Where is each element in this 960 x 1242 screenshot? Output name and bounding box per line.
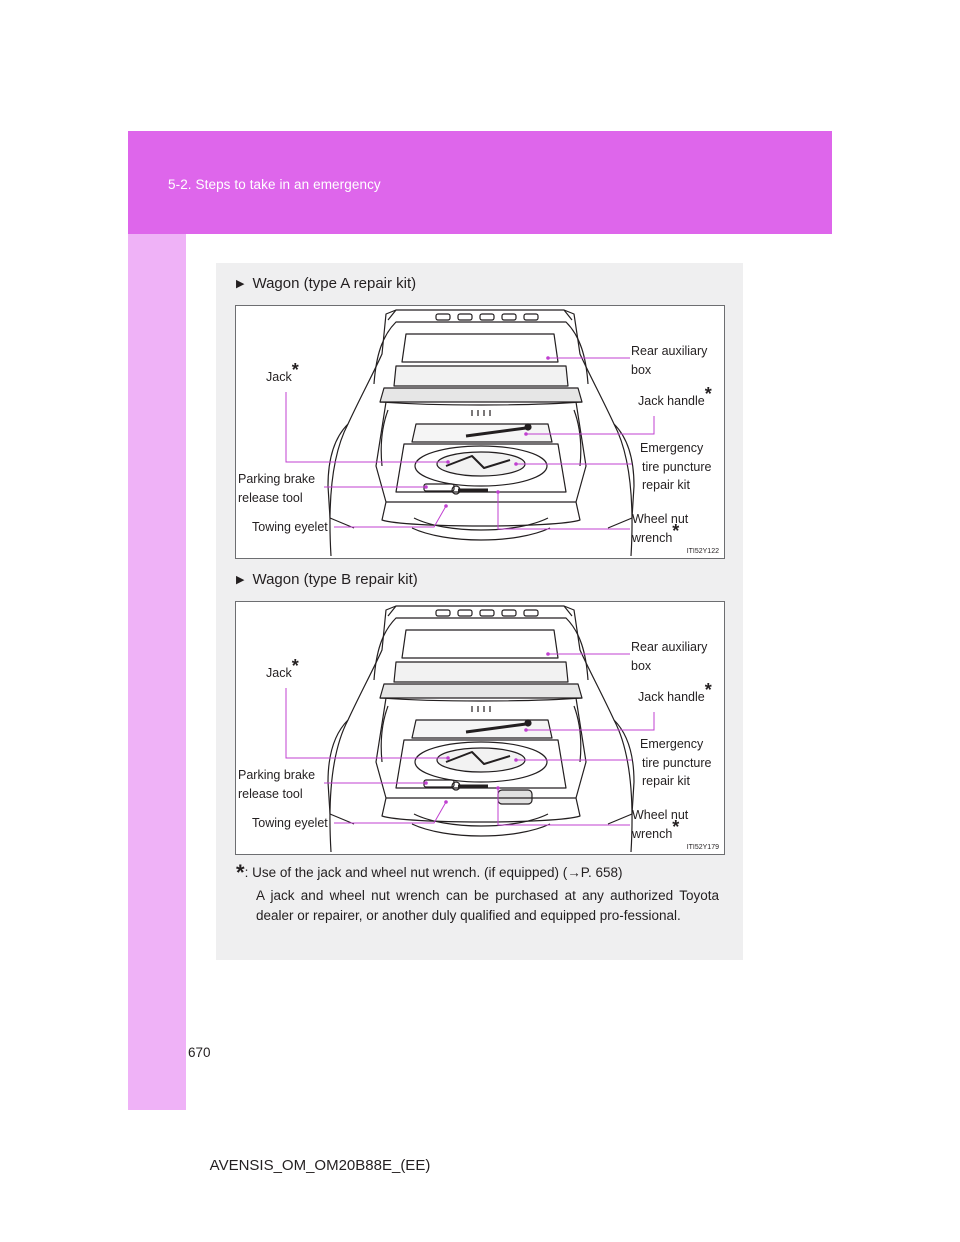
leader-tip — [496, 786, 500, 790]
label-emergency-kit — [640, 439, 711, 495]
label-rear-auxiliary-box — [631, 342, 707, 379]
variant-b-heading — [236, 571, 418, 588]
asterisk-mark: * — [672, 520, 680, 541]
type-b-kit-box — [498, 790, 532, 804]
label-wheel-nut-wrench-line: wrench — [632, 530, 673, 545]
triangle-bullet-icon: ▶ — [236, 278, 245, 290]
roof-hinge-block — [458, 314, 472, 320]
label-rear-auxiliary-box-line: box — [631, 658, 652, 673]
label-wheel-nut-wrench — [632, 510, 688, 547]
leader-tip — [546, 356, 550, 360]
leader-tip — [424, 781, 428, 785]
leader-tip — [444, 504, 448, 508]
label-parking-brake-line: Parking brake — [238, 768, 316, 782]
page-number: 670 — [188, 1045, 211, 1060]
footnote-body: A jack and wheel nut wrench can be purchased at any authorized Toyota dealer or repairer, or another duly qualified and equipped pro-fessional. — [256, 888, 719, 923]
side-strip — [128, 234, 186, 1110]
label-jack-handle-text: Jack handle — [638, 394, 705, 408]
bumper-lip — [414, 814, 548, 826]
diagram-type-b — [235, 601, 725, 855]
leader-tip — [546, 652, 550, 656]
jack-handle-end — [525, 720, 531, 726]
bumper-lip — [414, 518, 548, 530]
label-jack-text: Jack — [266, 370, 292, 384]
roof-hinge-block — [436, 610, 450, 616]
label-parking-brake-line: release tool — [238, 786, 303, 801]
label-parking-brake — [238, 766, 315, 803]
triangle-bullet-icon: ▶ — [236, 574, 245, 586]
diagram-type-a — [235, 305, 725, 559]
roof-hinge-block — [436, 314, 450, 320]
label-wheel-nut-wrench-line: Wheel nut — [632, 808, 689, 822]
leader-tip — [514, 758, 518, 762]
label-rear-auxiliary-box — [631, 638, 707, 675]
leader-tip — [524, 432, 528, 436]
variant-a-heading-text: Wagon (type A repair kit) — [252, 275, 417, 292]
label-wheel-nut-wrench-line: wrench — [632, 826, 673, 841]
car-rear-view — [328, 606, 634, 852]
footnote-asterisk: * — [236, 860, 245, 885]
leader-tip — [524, 728, 528, 732]
roof-hinge-block — [458, 610, 472, 616]
label-jack-text: Jack — [266, 666, 292, 680]
footnote — [236, 857, 623, 883]
image-code: ITI52Y179 — [686, 844, 719, 851]
leader-tip — [446, 756, 450, 760]
label-wheel-nut-wrench-line: Wheel nut — [632, 512, 689, 526]
parking-brake-tool — [424, 780, 454, 787]
leader-tip — [444, 800, 448, 804]
leader-tip — [514, 462, 518, 466]
label-emergency-kit-line: repair kit — [642, 478, 690, 492]
label-jack — [266, 656, 299, 683]
label-emergency-kit-line: tire puncture — [642, 459, 712, 474]
roof-hinge-block — [480, 610, 494, 616]
asterisk-mark: * — [704, 384, 712, 404]
roof-hinge-block — [502, 314, 516, 320]
footnote-text: : Use of the jack and wheel nut wrench. (if equipped) (→P. 658) — [244, 865, 623, 880]
label-emergency-kit-line: tire puncture — [642, 755, 712, 770]
roof-hinge-block — [502, 610, 516, 616]
label-rear-auxiliary-box-line: box — [631, 362, 652, 377]
section-title: 5-2. Steps to take in an emergency — [168, 177, 381, 192]
leader-tip — [446, 460, 450, 464]
tonneau-cover — [380, 388, 582, 402]
label-emergency-kit — [640, 735, 711, 791]
label-parking-brake-line: Parking brake — [238, 472, 316, 486]
jack-handle-end — [525, 424, 531, 430]
leader-tip — [424, 485, 428, 489]
label-emergency-kit-line: repair kit — [642, 774, 690, 788]
label-jack-handle — [638, 384, 712, 411]
variant-b-heading-text: Wagon (type B repair kit) — [252, 571, 418, 588]
rear-auxiliary-box — [394, 366, 568, 386]
label-jack-handle — [638, 680, 712, 707]
upper-tray — [402, 630, 558, 658]
label-emergency-kit-line: Emergency — [640, 441, 704, 455]
tonneau-cover — [380, 684, 582, 698]
leader-tip — [496, 490, 500, 494]
label-towing-eyelet-text: Towing eyelet — [252, 816, 328, 830]
rear-auxiliary-box — [394, 662, 568, 682]
asterisk-mark: * — [291, 656, 299, 676]
label-emergency-kit-line: Emergency — [640, 737, 704, 751]
roof-hinge-block — [480, 314, 494, 320]
label-jack — [266, 360, 299, 387]
image-code: ITI52Y122 — [686, 548, 719, 555]
label-rear-auxiliary-box-line: Rear auxiliary — [631, 344, 708, 358]
parking-brake-tool — [424, 484, 454, 491]
label-towing-eyelet — [252, 518, 328, 537]
label-rear-auxiliary-box-line: Rear auxiliary — [631, 640, 708, 654]
car-rear-view — [328, 310, 634, 556]
label-towing-eyelet — [252, 814, 328, 833]
asterisk-mark: * — [704, 680, 712, 700]
variant-a-heading — [236, 275, 416, 292]
upper-tray — [402, 334, 558, 362]
roof-hinge-block — [524, 610, 538, 616]
document-id: AVENSIS_OM_OM20B88E_(EE) — [209, 1157, 431, 1174]
asterisk-mark: * — [291, 360, 299, 380]
bumper — [382, 502, 580, 526]
bumper — [382, 798, 580, 822]
label-jack-handle-text: Jack handle — [638, 690, 705, 704]
roof-hinge-block — [524, 314, 538, 320]
label-parking-brake — [238, 470, 315, 507]
label-towing-eyelet-text: Towing eyelet — [252, 520, 328, 534]
label-wheel-nut-wrench — [632, 806, 688, 843]
asterisk-mark: * — [672, 816, 680, 837]
label-parking-brake-line: release tool — [238, 490, 303, 505]
